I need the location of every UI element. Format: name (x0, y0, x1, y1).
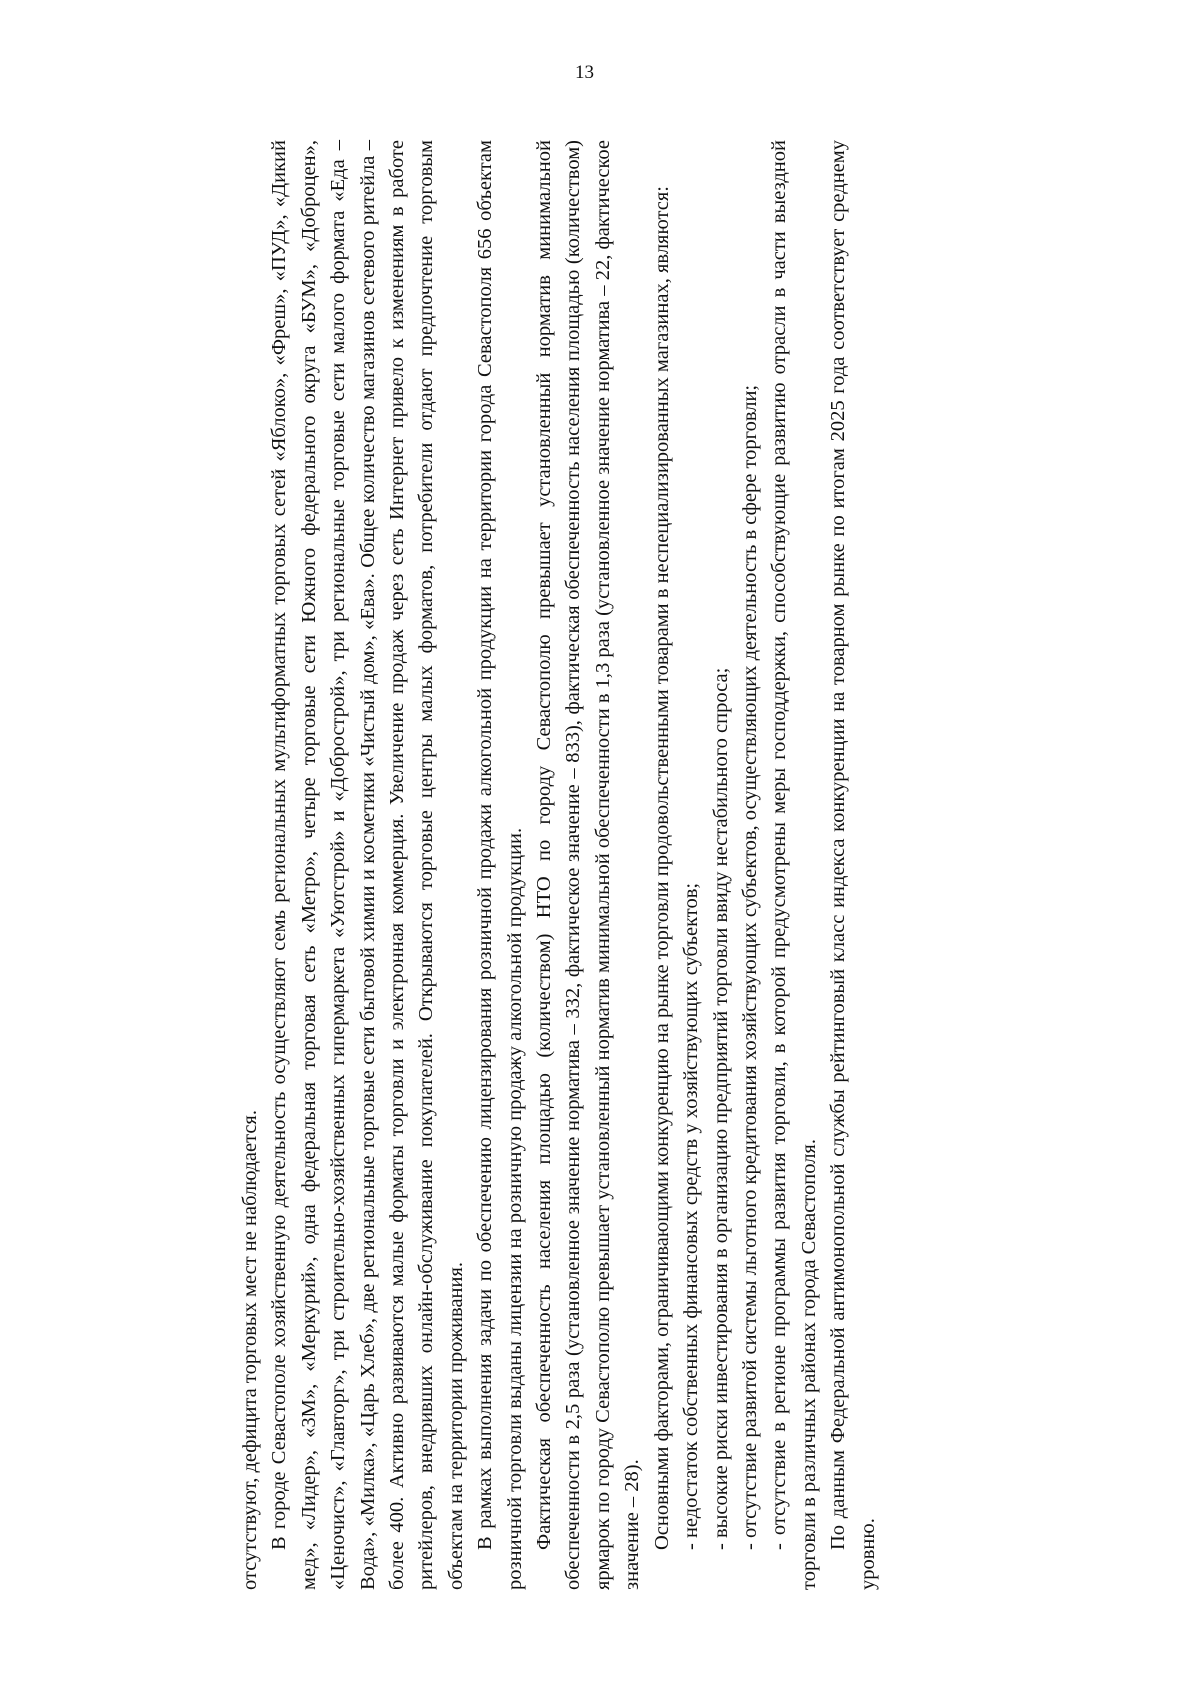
paragraph: отсутствуют, дефицита торговых мест не наблюдается. (239, 1110, 261, 1590)
list-item: - отсутствие развитой системы льготного кредитования хозяйствующих субъектов, осуществляющих деятельность в сфере торговли; (738, 384, 761, 1550)
paragraph: Фактическая обеспеченность населения площадью (количеством) НТО по городу Севастополю превышает установленный норматив минимальной обеспеченности в 2,5 раза (установленное значение норматива – 332, фактическое значение – 833), фактическая обеспеченность населения площадью (количеством) ярмарок по городу Севастополю превышает установленный норматив минимальной обеспеченности в 1,3 раза (установленное значение норматива – 22, фактическое значение – 28). (533, 140, 644, 1590)
paragraph: В городе Севастополе хозяйственную деятельность осуществляют семь региональных мультиформатных торговых сетей «Яблоко», «Фреш», «ПУД», «Дикий мед», «Лидер», «3М», «Меркурий», одна федеральная торговая сеть «Метро», четыре торговые сети Южного федерального округа «БУМ», «Доброцен», «Ценочист», «Главторг», три строительно-хозяйственных гипермаркета «Уютстрой» и «Добрострой», три региональные торговые сети малого формата «Еда – Вода», «Милка», «Царь Хлеб», две региональные торговые сети бытовой химии и косметики «Чистый дом», «Ева». Общее количество магазинов сетевого ритейла – более 400. Активно развиваются малые форматы торговли и электронная коммерция. Увеличение продаж через сеть Интернет привело к изменениям в работе ритейлеров, внедривших онлайн-обслуживание покупателей. Открываются торговые центры малых форматов, потребители отдают предпочтение торговым объектам на территории проживания. (268, 140, 467, 1590)
paragraph: Основными факторами, ограничивающими конкуренцию на рынке торговли продовольственными товарами в неспециализированных магазинах, являются: (650, 186, 673, 1550)
page-number: 13 (575, 62, 594, 83)
list-item: - высокие риски инвестирования в организацию предприятий торговли ввиду нестабильного спроса; (709, 667, 732, 1550)
paragraph: По данным Федеральной антимонопольной службы рейтинговый класс индекса конкуренции на товарном рынке по итогам 2025 года соответствует среднему уровню. (827, 140, 879, 1590)
paragraph: В рамках выполнения задачи по обеспечению лицензирования розничной продажи алкогольной продукции на территории города Севастополя 656 объектам розничной торговли выданы лицензии на розничную продажу алкогольной продукции. (474, 140, 526, 1590)
rotated-content (230, 140, 990, 1590)
list-item: - отсутствие в регионе программы развития торговли, в которой предусмотрены меры господдержки, способствующие развитию отрасли в части выездной торговли в различных районах города Севастополя. (768, 140, 820, 1590)
document-body (236, 140, 883, 1590)
list-item: - недостаток собственных финансовых средств у хозяйствующих субъектов; (680, 882, 703, 1550)
